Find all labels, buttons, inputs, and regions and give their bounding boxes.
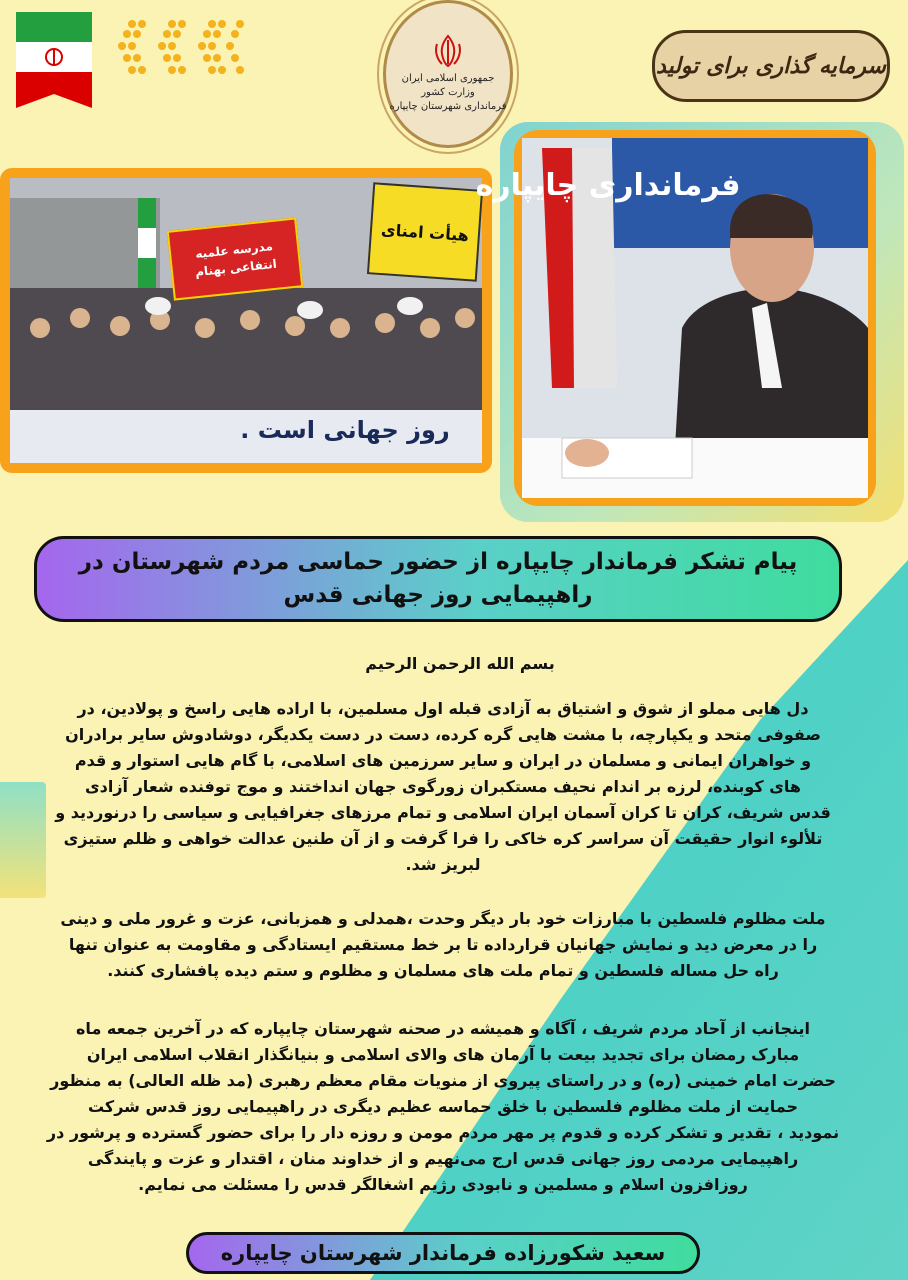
paragraph-line: را در معرض دید و نمایش جهانیان قرارداده تا بر خط مستقیم ایستادگی و مقاومت به عنوان تنها [68, 935, 818, 954]
paragraph-line: و خواهران ایمانی و مسلمان در ایران و سایر سرزمین های اسلامی، با گام هایی استوار و قدم [74, 751, 812, 770]
ministry-emblem [383, 0, 513, 148]
rally-photo [0, 168, 492, 473]
paragraph-line: های کوبنده، لرزه بر اندام نحیف مستکبران زورگوی جهان انداختند و موج توفنده شعار آزادی [84, 777, 802, 796]
title-line-2: راهپیمایی روز جهانی قدس [283, 582, 593, 608]
paragraph-line: حمایت از ملت مظلوم فلسطین با خلق حماسه عظیم دیگری در راهپیمایی روز قدس شرکت [87, 1097, 799, 1116]
bismillah-heading: بسم الله الرحمن الرحیم [365, 654, 555, 673]
paragraph-line: نمودید ، تقدیر و تشکر کرده و قدوم پر مهر مردم مومن و روزه دار را برای حضور گسترده و پرشور در [46, 1123, 840, 1142]
paragraph-line: قدس شریف، کران تا کران آسمان ایران اسلامی و تمام مرزهای جغرافیایی و سیاسی را درنوردید و [55, 803, 831, 822]
paragraph-line: تلألوء انوار حقیقت آن سراسر کره خاکی را فرا گرفت و از آن طنین عدالت خواهی و ظلم ستیزی [63, 829, 823, 848]
banner-school: مدرسه علمیه انتفاعی بهنام [167, 217, 304, 300]
emblem-line-1: جمهوری اسلامی ایران [401, 73, 495, 84]
emblem-line-2: وزارت کشور [421, 87, 475, 98]
paragraph-line: راه حل مساله فلسطین و تمام ملت های مسلمان و مظلوم و ستم دیده پافشاری کنند. [107, 961, 779, 980]
paragraph-2 [40, 906, 846, 984]
iran-emblem-icon [431, 34, 465, 68]
paragraph-line: روزافزون اسلام و مسلمین و نابودی رژیم اشغالگر قدس را مسئلت می نمایم. [138, 1175, 748, 1194]
paragraph-line: اینجانب از آحاد مردم شریف ، آگاه و همیشه در صحنه شهرستان چایپاره که در آخرین جمعه ماه [75, 1019, 810, 1038]
banner-bottom: روز جهانی است . [240, 416, 450, 444]
decorative-dots-icon [122, 18, 252, 76]
signature-box [186, 1232, 700, 1274]
official-photo [475, 130, 876, 506]
signature-text: سعید شکورزاده فرماندار شهرستان چایپاره [220, 1241, 666, 1265]
paragraph-line: مبارک رمضان برای تجدید بیعت با آرمان های والای اسلامی و بنیانگذار انقلاب اسلامی ایران [86, 1045, 800, 1064]
title-line-1: پیام تشکر فرماندار چایپاره از حضور حماسی مردم شهرستان در [78, 549, 798, 575]
slogan-badge [652, 30, 890, 102]
iran-flag-icon [16, 12, 92, 108]
paragraph-line: لبریز شد. [405, 855, 481, 874]
official-photo-image: فرمانداری چایپاره [522, 138, 868, 498]
paragraph-line: ملت مظلوم فلسطین با مبارزات خود بار دیگر وحدت ،همدلی و همزبانی، عزت و غرور ملی و دینی [60, 909, 826, 928]
paragraph-line: راهپیمایی مردمی روز جهانی قدس ارج می‌نهیم و از خداوند منان ، اقتدار و عزت و پایندگی [87, 1149, 799, 1168]
rally-photo-image [10, 178, 482, 463]
page-title-box [34, 536, 842, 622]
paragraph-line: حضرت امام خمینی (ره) و در راستای پیروی از منویات مقام معظم رهبری (مد ظله العالی) به منظور [50, 1071, 836, 1090]
paragraph-3 [40, 1016, 846, 1198]
slogan-text: سرمایه گذاری برای تولید [656, 53, 886, 79]
paragraph-line: صفوفی متحد و یکپارچه، با مشت هایی گره کرده، دست در دست یکدیگر، دوشادوش سایر برادران [65, 725, 821, 744]
paragraph-1 [40, 696, 846, 878]
emblem-line-3: فرمانداری شهرستان چایپاره [389, 101, 507, 112]
banner-hayat: هیأت امنای [367, 182, 483, 281]
paragraph-line: دل هایی مملو از شوق و اشتیاق به آزادی قبله اول مسلمین، با اراده هایی راسخ و پولادین، در [77, 699, 809, 718]
